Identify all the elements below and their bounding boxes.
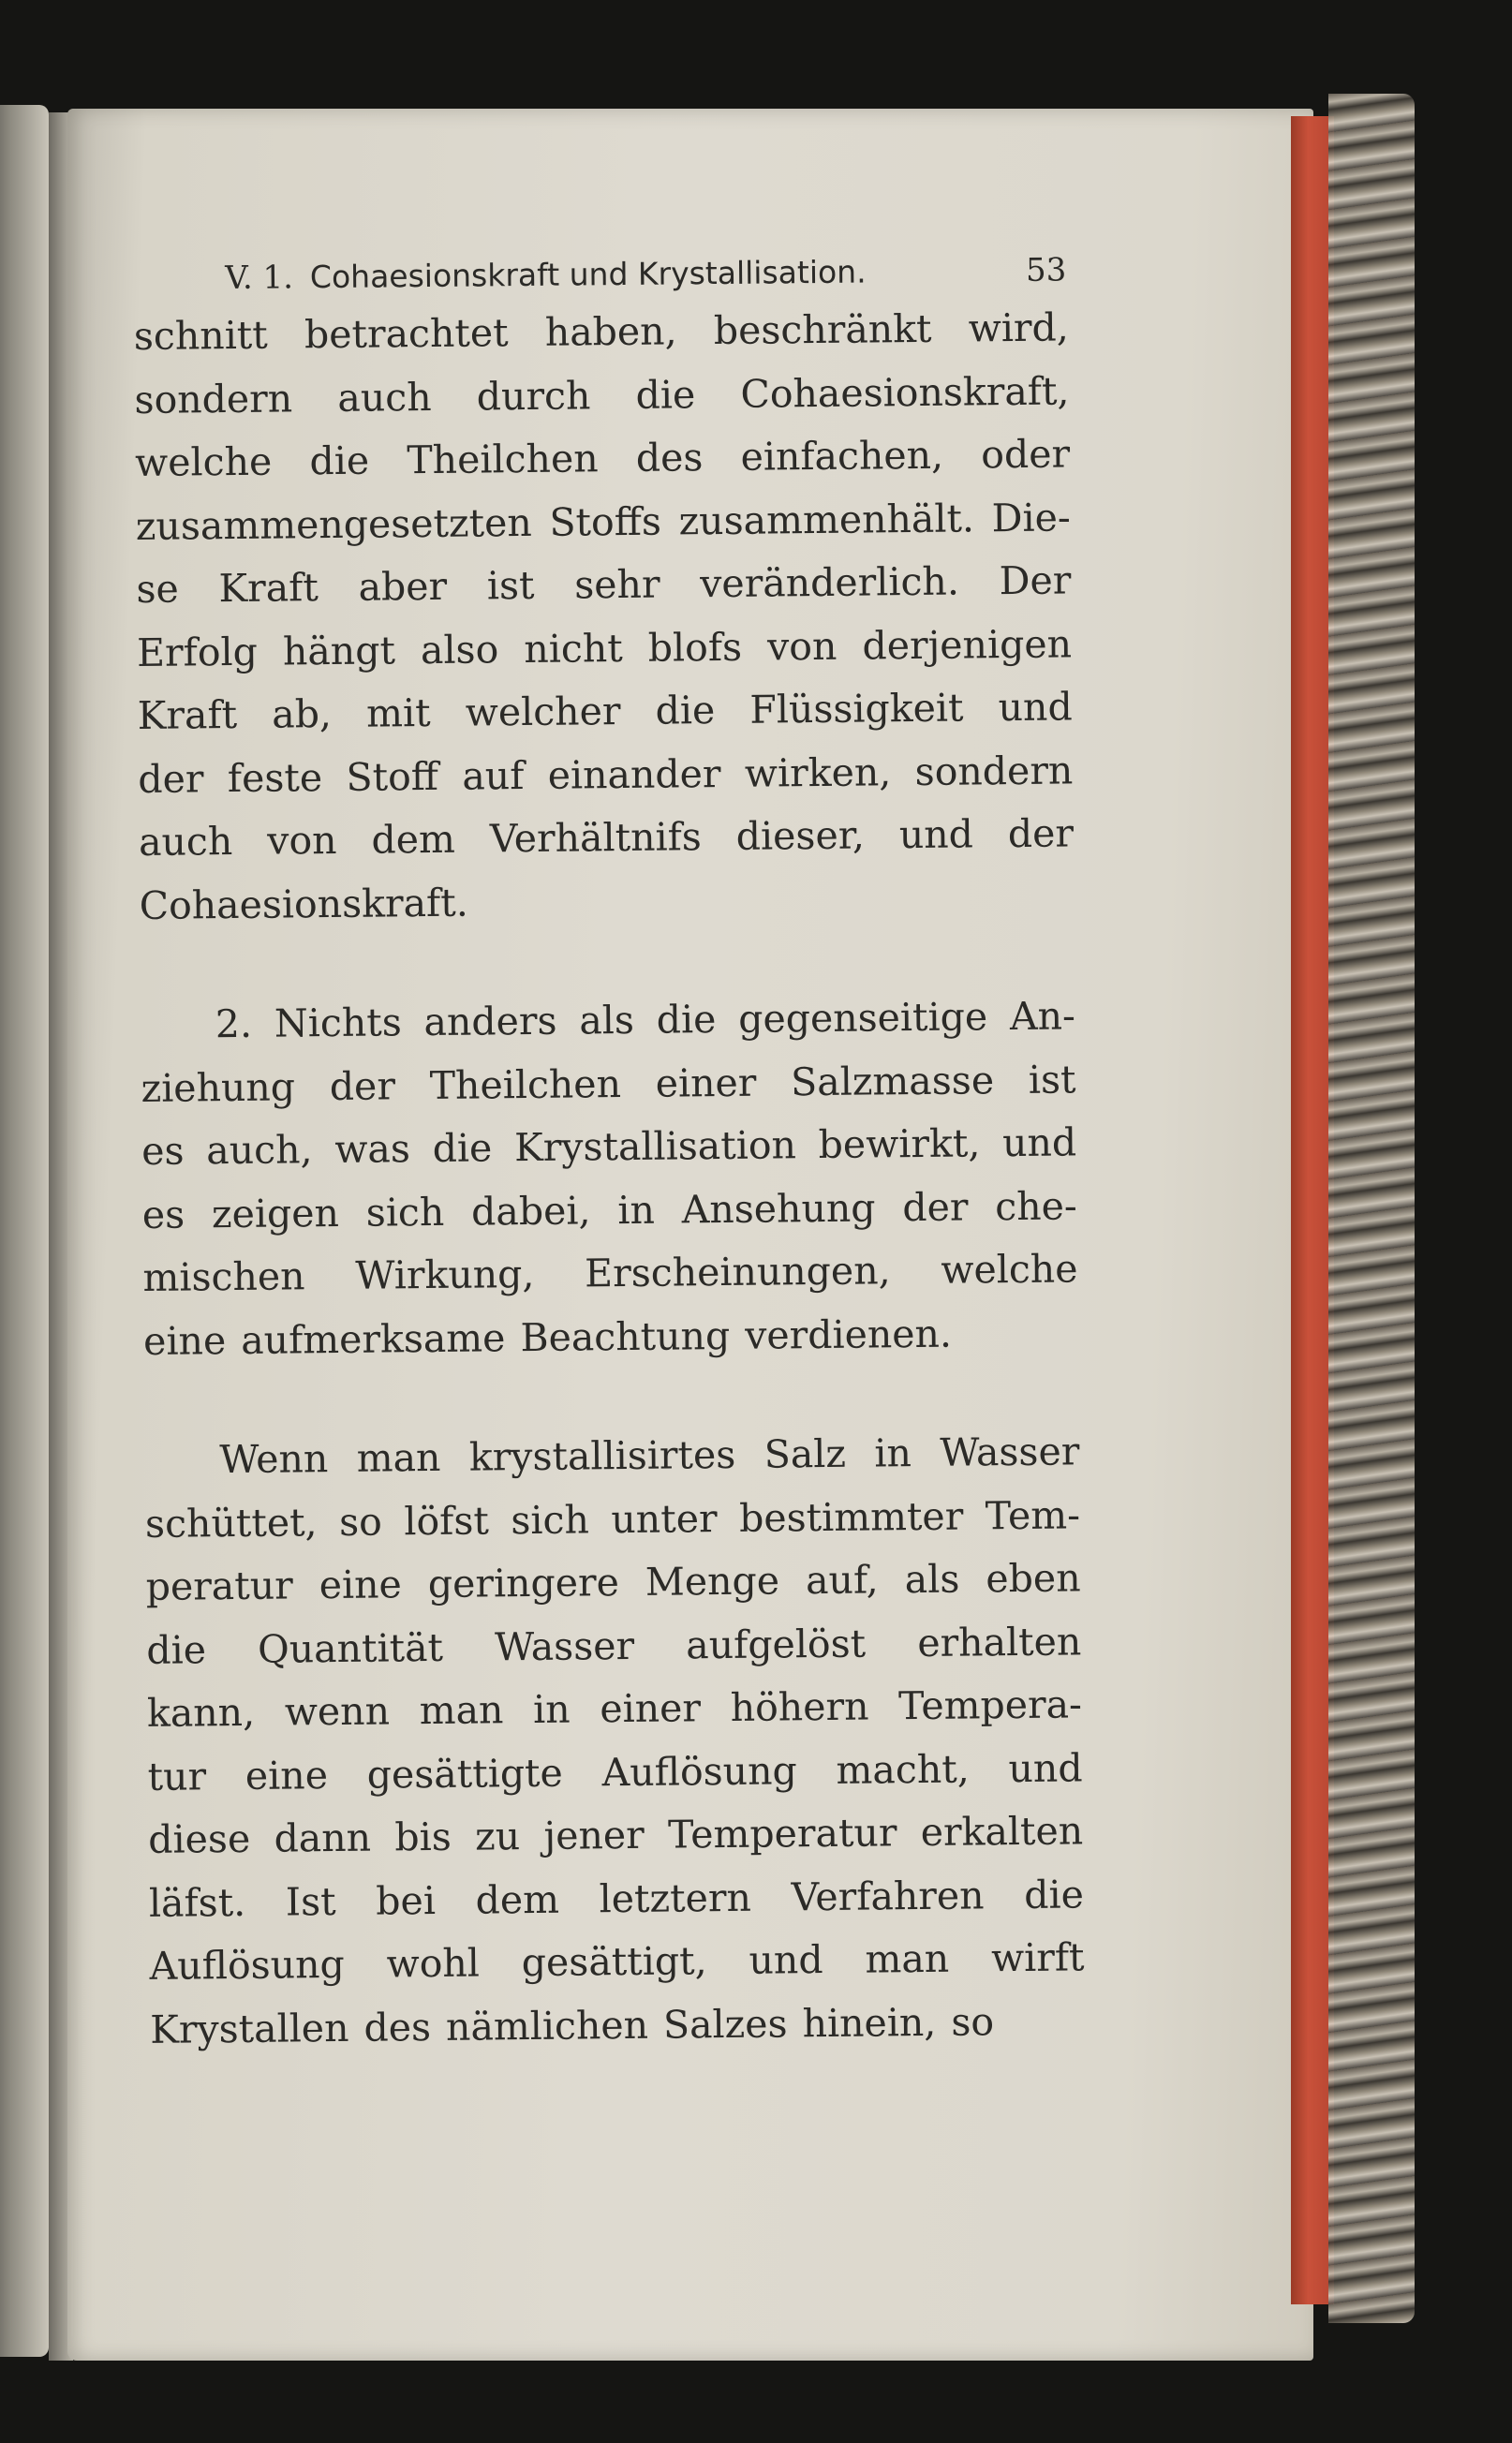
text-line [141, 986, 1076, 1054]
word: von [267, 817, 337, 864]
text-line [145, 1548, 1081, 1616]
text-line [143, 1303, 1079, 1370]
word: Theilchen [429, 1060, 622, 1108]
word: gegenseitige [737, 994, 988, 1042]
word: eine [319, 1562, 403, 1608]
word: Krystallisation [513, 1122, 797, 1171]
word: aufmerksame [240, 1314, 506, 1363]
word: bewirkt, [818, 1120, 981, 1168]
word: die [635, 371, 696, 418]
word: und [1008, 1744, 1083, 1791]
word: Auflösung [601, 1747, 797, 1795]
word: wird, [968, 304, 1070, 351]
word: als [904, 1556, 960, 1603]
running-head-title: Cohaesionskraft und Krystallisation. [309, 253, 867, 296]
text-line [148, 1801, 1084, 1869]
word: Ansehung [681, 1184, 876, 1232]
word: schnitt [133, 312, 268, 359]
text-line [146, 1612, 1082, 1680]
text-line [138, 741, 1074, 808]
word: einer [600, 1685, 702, 1732]
word: Menge [645, 1558, 780, 1605]
word: erkalten [920, 1808, 1084, 1856]
word: sondern [134, 375, 293, 422]
word: dem [371, 816, 456, 863]
word: die [655, 688, 716, 733]
word: Beachtung [520, 1312, 731, 1360]
word: einer [655, 1059, 757, 1106]
word: Wasser [494, 1622, 635, 1669]
text-line [141, 1113, 1077, 1180]
text-line [147, 1675, 1083, 1742]
word: unter [611, 1495, 718, 1542]
word: Kraft [218, 565, 319, 612]
word: es [141, 1192, 185, 1237]
word: ziehung [141, 1063, 296, 1111]
word: An- [1009, 993, 1076, 1040]
word: Tempera- [897, 1681, 1083, 1729]
word: und [998, 684, 1073, 731]
word: Quantität [257, 1624, 444, 1672]
word: dann [274, 1814, 372, 1861]
word: Flüssigkeit [749, 685, 964, 733]
word: dabei, [470, 1187, 591, 1235]
word: der [902, 1183, 969, 1230]
word: bei [376, 1877, 437, 1924]
word: bestimmter [738, 1493, 964, 1541]
word: wohl [386, 1940, 481, 1987]
word: jener [543, 1812, 645, 1858]
word: welcher [465, 688, 621, 735]
word: wirken, [744, 748, 892, 796]
running-head-left [225, 253, 867, 297]
word: und [749, 1937, 823, 1983]
word: mit [365, 689, 431, 736]
word: hängt [282, 627, 396, 674]
word: derjenigen [862, 620, 1073, 669]
word: Cohaesionskraft, [740, 367, 1070, 417]
word: durch [476, 372, 591, 419]
word: die [656, 997, 717, 1043]
previous-page-edge [0, 105, 49, 2357]
word: eine [245, 1752, 329, 1799]
word: einfachen, [740, 432, 944, 480]
word: auf, [805, 1557, 879, 1604]
word: krystallisirtes [468, 1431, 736, 1480]
text-line [139, 867, 1075, 935]
text-line [149, 1865, 1085, 1932]
text-line [150, 1991, 1086, 2059]
word: oder [981, 431, 1071, 478]
word: Tem- [985, 1491, 1081, 1538]
word: blofs [647, 624, 743, 671]
text-line [144, 1422, 1080, 1489]
word: verdienen. [744, 1310, 953, 1358]
text-line [142, 1239, 1078, 1307]
word: löfst [404, 1497, 490, 1544]
word: eben [986, 1555, 1081, 1602]
word: und [898, 811, 974, 858]
word: Krystallen [149, 2005, 349, 2052]
word: so [338, 1499, 383, 1545]
word: ist [486, 562, 535, 609]
word: ist [1028, 1056, 1076, 1103]
word: ab, [272, 690, 333, 737]
word: diese [148, 1815, 251, 1862]
word: des [635, 435, 704, 481]
word: se [136, 566, 180, 612]
word: also [420, 626, 499, 673]
word: Salzmasse [790, 1057, 995, 1104]
word: Kraft [137, 691, 238, 738]
word: Verfahren [791, 1872, 985, 1919]
word: Erfolg [136, 629, 259, 675]
word: läfst. [148, 1879, 246, 1926]
word: der [1007, 810, 1075, 857]
word: zu [474, 1814, 521, 1859]
word: peratur [145, 1562, 293, 1609]
word: Ist [285, 1878, 336, 1925]
marbled-cover-edge [1328, 94, 1415, 2323]
word: sich [365, 1189, 445, 1236]
word: nicht [524, 625, 623, 672]
word: geringere [427, 1560, 620, 1607]
word: in [532, 1686, 571, 1732]
word: gesättigt, [521, 1938, 707, 1986]
word: schüttet, [144, 1499, 318, 1547]
text-line [145, 1486, 1081, 1553]
word: auch, [206, 1127, 313, 1174]
word: Cohaesionskraft. [139, 880, 468, 928]
word: des [363, 2004, 432, 2051]
word: so [951, 1998, 995, 2045]
text-line [137, 677, 1073, 745]
word: Stoff [346, 753, 439, 800]
word: höhern [730, 1683, 869, 1730]
word: beschränkt [713, 305, 932, 354]
word: wenn [284, 1688, 391, 1735]
word: der [329, 1062, 396, 1109]
word: es [141, 1128, 185, 1174]
word: Wasser [940, 1429, 1080, 1475]
word: Wirkung, [355, 1251, 535, 1298]
word: aber [358, 563, 448, 610]
word: zusammengesetzten [135, 499, 532, 549]
word: was [334, 1126, 411, 1172]
word: Stoffs [549, 498, 662, 545]
word: Temperatur [667, 1810, 897, 1858]
word: in [874, 1430, 912, 1476]
word: kann, [146, 1689, 256, 1736]
word: zusammenhält. [678, 495, 975, 543]
text-line [134, 298, 1070, 365]
word: che- [995, 1182, 1078, 1229]
word: Nichts [274, 999, 402, 1046]
word: die [146, 1626, 207, 1673]
word: und [1001, 1119, 1077, 1166]
word: man [865, 1935, 950, 1982]
word: letztern [599, 1874, 752, 1921]
word: hinein, [802, 1999, 937, 2046]
text-line [142, 1177, 1078, 1244]
text-line [137, 614, 1073, 682]
word: Theilchen [407, 436, 599, 483]
text-line [149, 1928, 1085, 1995]
text-line [147, 1739, 1083, 1806]
word: Verhältnifs [489, 814, 703, 862]
word: einander [547, 750, 721, 798]
word: aufgelöst [686, 1621, 867, 1667]
word: als [579, 997, 635, 1044]
word: eine [142, 1317, 227, 1364]
word: die [432, 1125, 493, 1171]
page-number: 53 [1025, 251, 1067, 289]
word: sich [511, 1496, 590, 1543]
chapter-number: V. 1. [225, 259, 294, 298]
word: Auflösung [149, 1941, 345, 1989]
word: gesättigte [366, 1750, 564, 1798]
word: sehr [573, 561, 660, 608]
running-head [225, 242, 1067, 306]
word: Salzes [662, 2000, 788, 2048]
word: macht, [836, 1746, 970, 1793]
word: wirft [990, 1934, 1085, 1981]
word: erhalten [917, 1618, 1082, 1666]
word: tur [147, 1753, 207, 1799]
text-line [135, 424, 1071, 492]
word: 2. [215, 1000, 253, 1047]
word: Salz [763, 1430, 847, 1477]
word: Der [999, 557, 1072, 604]
text-line [136, 551, 1072, 618]
word: welche [941, 1246, 1078, 1293]
word: auf [462, 752, 525, 799]
word: die [1024, 1871, 1085, 1917]
word: sondern [914, 747, 1074, 794]
word: Wenn [219, 1436, 329, 1483]
text-line [136, 488, 1072, 555]
word: dem [475, 1876, 560, 1923]
word: mischen [142, 1253, 305, 1300]
word: betrachtet [304, 310, 509, 358]
word: veränderlich. [700, 558, 960, 607]
word: der [138, 755, 204, 802]
text-line [139, 804, 1075, 871]
word: nämlichen [445, 2002, 649, 2050]
word: auch [138, 819, 233, 865]
word: bis [394, 1814, 452, 1860]
word: welche [134, 438, 273, 485]
word: feste [227, 754, 323, 801]
word: auch [337, 374, 432, 421]
word: zeigen [211, 1190, 340, 1236]
word: Die- [991, 494, 1071, 540]
word: die [309, 437, 370, 484]
word: man [356, 1434, 441, 1481]
word: anders [423, 998, 557, 1045]
text-line [141, 1050, 1076, 1118]
word: man [419, 1687, 504, 1734]
word: Erscheinungen, [584, 1248, 891, 1296]
text-line [134, 362, 1070, 429]
word: dieser, [735, 812, 866, 859]
word: haben, [544, 308, 677, 355]
word: in [617, 1187, 656, 1233]
word: von [766, 623, 838, 670]
